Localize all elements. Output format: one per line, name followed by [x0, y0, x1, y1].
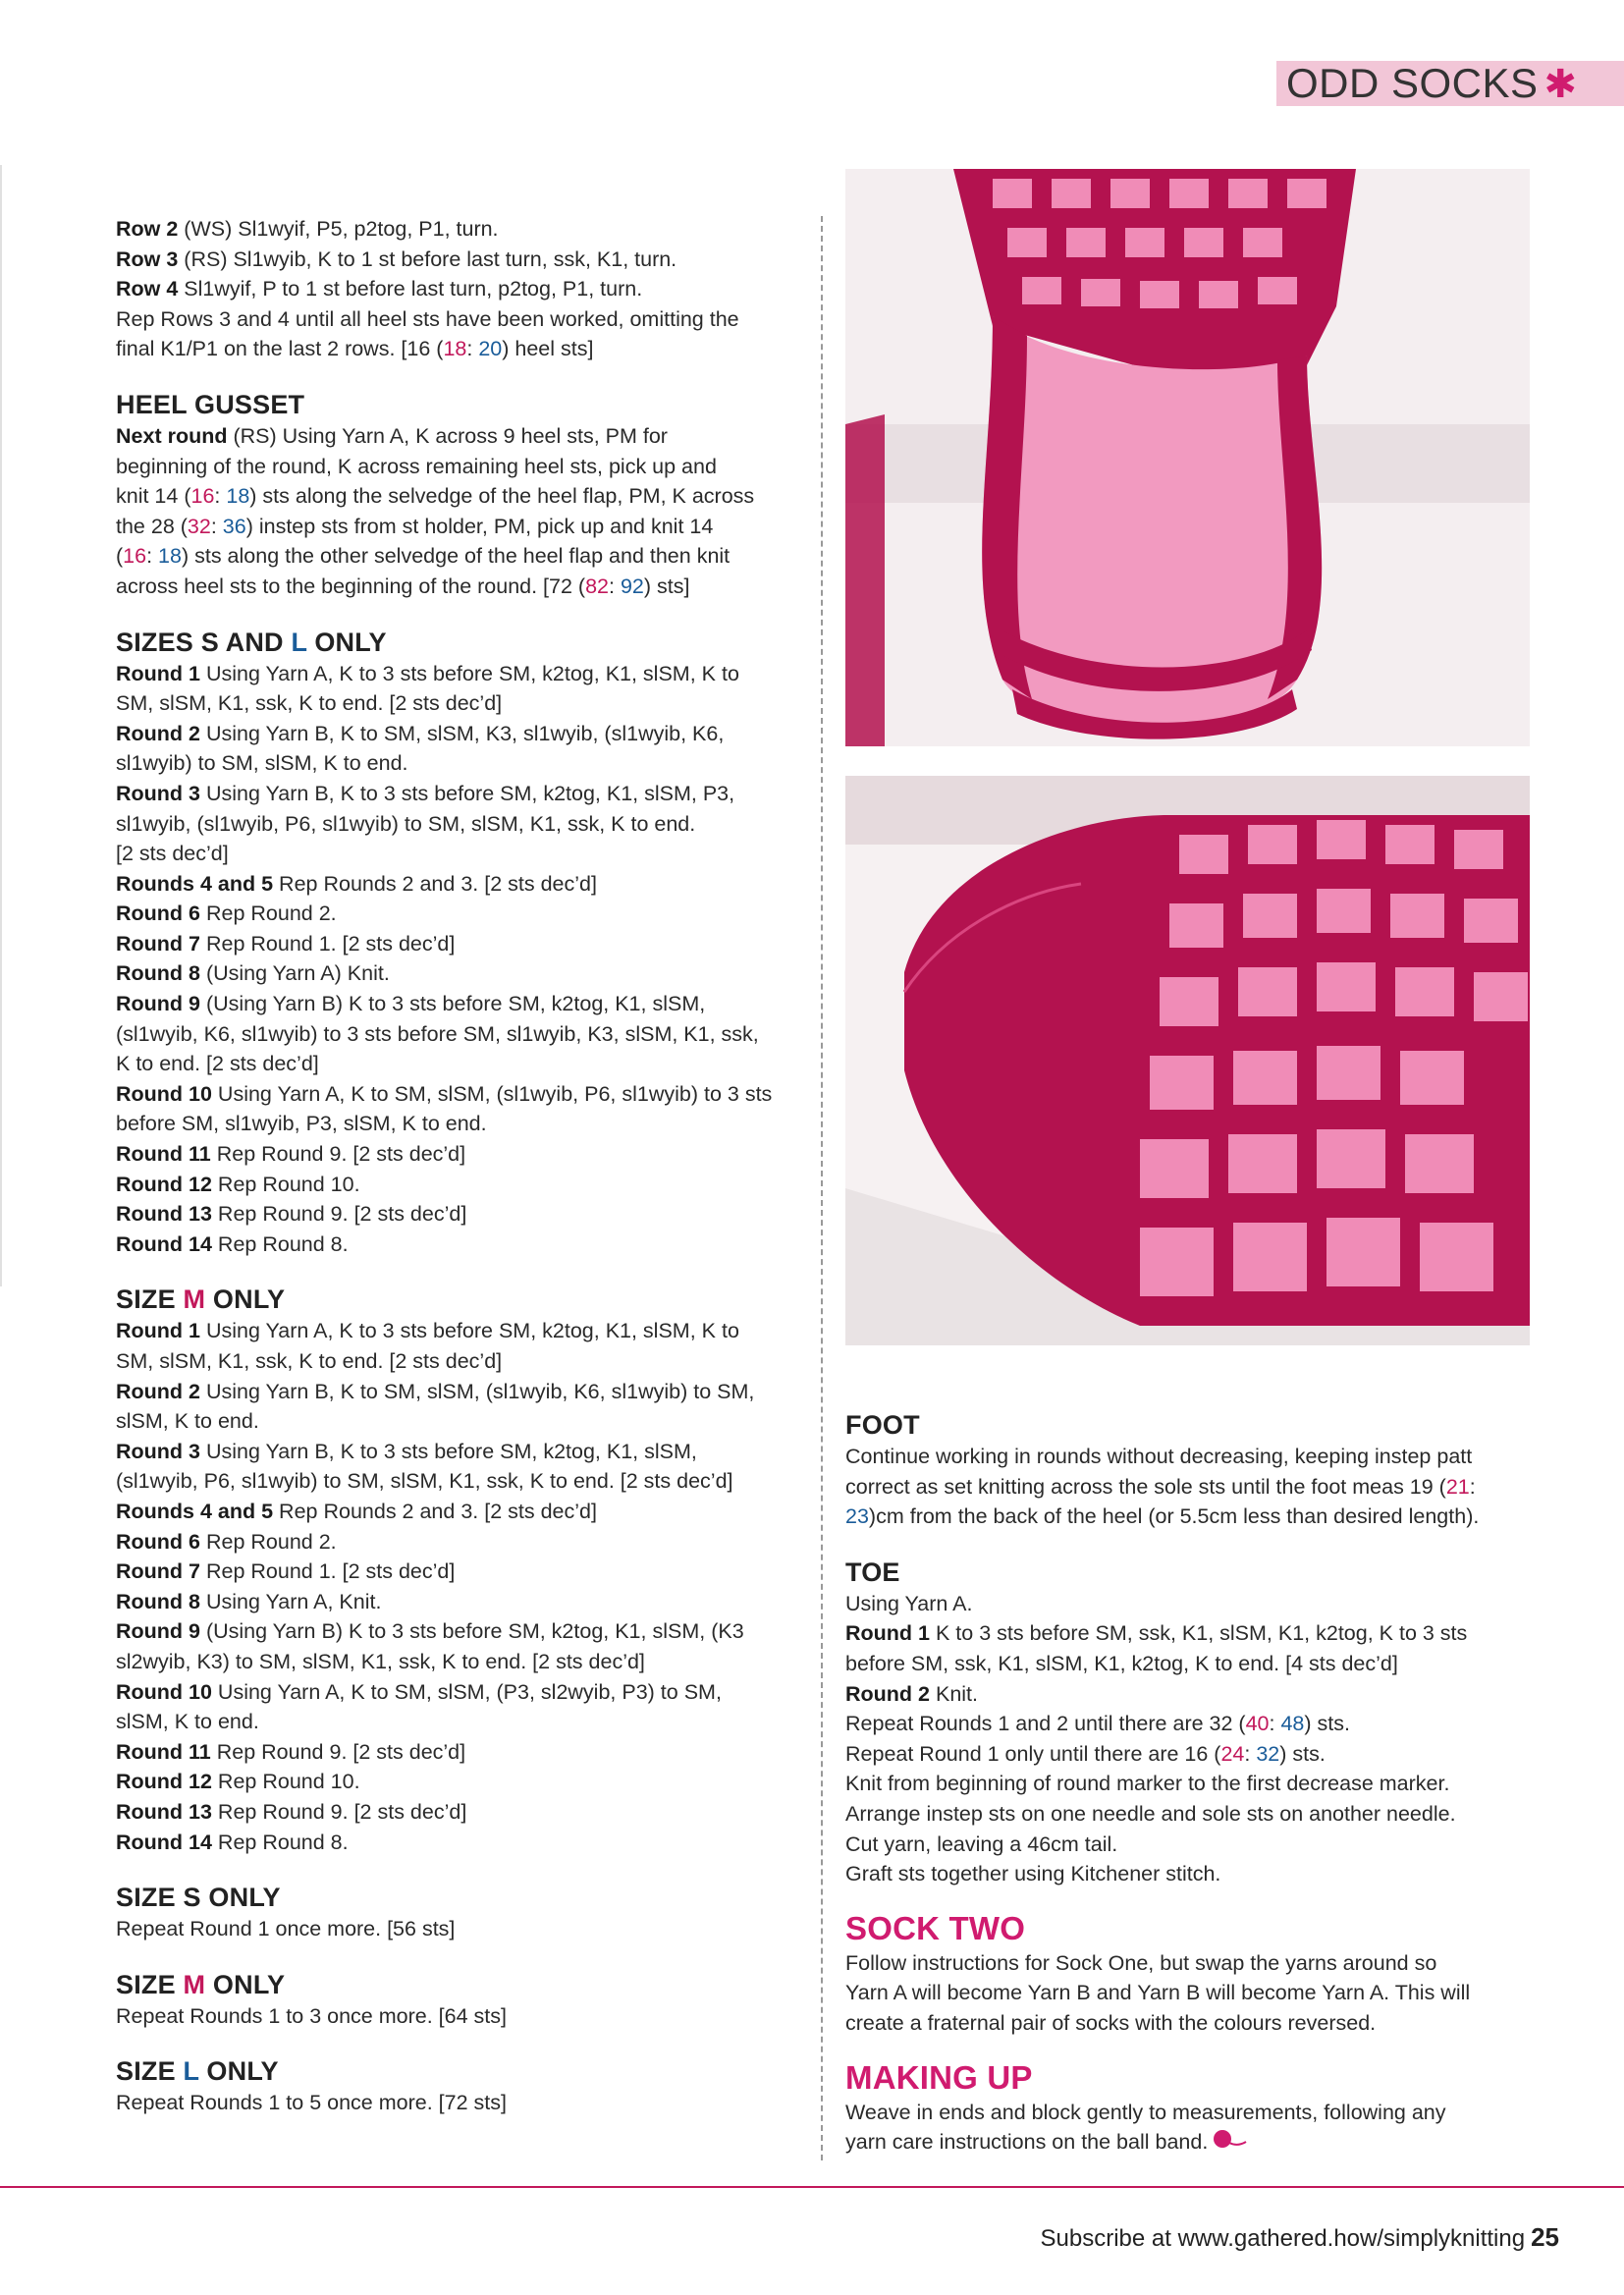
instruction-label: Rounds 4 and 5 — [116, 871, 274, 896]
instruction-label: Row 4 — [116, 277, 179, 301]
instruction-label: Round 8 — [116, 961, 200, 986]
instruction-line: Rounds 4 and 5 Rep Rounds 2 and 3. [2 sts dec’d] — [116, 1499, 597, 1523]
instruction-line: Round 1 Using Yarn A, K to 3 sts before SM, k2tog, K1, slSM, K to — [116, 1319, 739, 1343]
instruction-label: Round 2 — [845, 1681, 930, 1706]
instruction-line: create a fraternal pair of socks with the colours reversed. — [845, 2010, 1377, 2035]
instruction-label: Round 2 — [116, 1379, 200, 1403]
instruction-line: slSM, K to end. — [116, 1409, 259, 1434]
instruction-line: Repeat Round 1 only until there are 16 (24: 32) sts. — [845, 1741, 1326, 1766]
instruction-label: Round 10 — [116, 1081, 212, 1106]
instruction-label: Round 2 — [116, 721, 200, 745]
making-up-block — [845, 2098, 1533, 2158]
instruction-line: Round 10 Using Yarn A, K to SM, slSM, (sl1wyib, P6, sl1wyib) to 3 sts — [116, 1081, 773, 1106]
instruction-line: Round 11 Rep Round 9. [2 sts dec’d] — [116, 1142, 466, 1167]
instruction-line: Round 12 Rep Round 10. — [116, 1770, 360, 1794]
instruction-line: Repeat Rounds 1 and 2 until there are 32 (40: 48) sts. — [845, 1712, 1350, 1736]
instruction-line: Continue working in rounds without decreasing, keeping instep patt — [845, 1445, 1473, 1468]
instruction-line: beginning of the round, K across remaining heel sts, pick up and — [116, 454, 717, 478]
instruction-line: (sl1wyib, P6, sl1wyib) to SM, slSM, K1, ssk, K to end. [2 sts dec’d] — [116, 1469, 733, 1494]
instruction-line: knit 14 (16: 18) sts along the selvedge of the heel flap, PM, K across — [116, 484, 755, 509]
instruction-line: Round 14 Rep Round 8. — [116, 1231, 349, 1256]
instruction-label: Round 7 — [116, 1559, 200, 1584]
instruction-label: Round 8 — [116, 1589, 200, 1613]
size-m-final-heading: SIZE M ONLY — [116, 1969, 286, 1999]
size-l-text: Repeat Rounds 1 to 5 once more. [72 sts] — [116, 2091, 507, 2115]
instruction-line: Yarn A will become Yarn B and Yarn B will become Yarn A. This will — [845, 1981, 1471, 2005]
instruction-line: (16: 18) sts along the other selvedge of the heel flap and then knit — [116, 544, 731, 569]
instruction-line: sl2wyib, K3) to SM, slSM, K1, ssk, K to end. [2 sts dec’d] — [116, 1649, 645, 1673]
instruction-line: Round 9 (Using Yarn B) K to 3 sts before SM, k2tog, K1, slSM, — [116, 992, 706, 1016]
instruction-line: yarn care instructions on the ball band. — [845, 2127, 1533, 2158]
instruction-line: Cut yarn, leaving a 46cm tail. — [845, 1831, 1118, 1856]
instruction-line: before SM, ssk, K1, slSM, K1, k2tog, K to end. [4 sts dec’d] — [845, 1651, 1398, 1675]
right-column — [845, 1408, 1533, 2158]
instruction-line: Round 2 Knit. — [845, 1681, 978, 1706]
toe-block — [845, 1589, 1533, 1889]
toe-heading: TOE — [845, 1557, 900, 1587]
instruction-label: Round 10 — [116, 1679, 212, 1704]
instruction-label: Round 14 — [116, 1830, 212, 1854]
instruction-line: [2 sts dec’d] — [116, 842, 229, 866]
instruction-label: Round 7 — [116, 931, 200, 956]
instruction-line: Round 9 (Using Yarn B) K to 3 sts before SM, k2tog, K1, slSM, (K3 — [116, 1619, 744, 1644]
instruction-line: 23)cm from the back of the heel (or 5.5cm less than desired length). — [845, 1504, 1480, 1529]
instruction-line: the 28 (32: 36) instep sts from st holder, PM, pick up and knit 14 — [116, 514, 714, 538]
sizes-s-and-l-block — [116, 659, 815, 1260]
instruction-line: correct as set knitting across the sole sts until the foot meas 19 (21: — [845, 1474, 1476, 1499]
instruction-line: Knit from beginning of round marker to the first decrease marker. — [845, 1772, 1450, 1796]
instruction-line: Round 7 Rep Round 1. [2 sts dec’d] — [116, 1559, 456, 1584]
instruction-label: Next round — [116, 423, 228, 448]
instruction-line: Round 2 Using Yarn B, K to SM, slSM, K3, sl1wyib, (sl1wyib, K6, — [116, 721, 725, 745]
left-column — [116, 214, 815, 2118]
instruction-line: sl1wyib, (sl1wyib, P6, sl1wyib) to SM, slSM, K1, ssk, K to end. — [116, 811, 696, 836]
instruction-line: Round 3 Using Yarn B, K to 3 sts before SM, k2tog, K1, slSM, P3, — [116, 781, 735, 805]
instruction-line: Round 8 (Using Yarn A) Knit. — [116, 961, 390, 986]
instruction-label: Round 14 — [116, 1231, 212, 1256]
foot-block — [845, 1442, 1533, 1532]
instruction-line: Next round (RS) Using Yarn A, K across 9 heel sts, PM for — [116, 423, 668, 448]
instruction-label: Round 3 — [116, 1439, 200, 1463]
sock-heel-photo — [845, 169, 1530, 746]
instruction-line: across heel sts to the beginning of the round. [72 (82: 92) sts] — [116, 574, 690, 598]
heel-gusset-block — [116, 421, 815, 602]
yarn-ball-icon — [1212, 2128, 1247, 2158]
instruction-line: Rounds 4 and 5 Rep Rounds 2 and 3. [2 sts dec’d] — [116, 871, 597, 896]
instruction-line: Round 11 Rep Round 9. [2 sts dec’d] — [116, 1739, 466, 1764]
instruction-line: Round 3 Using Yarn B, K to 3 sts before SM, k2tog, K1, slSM, — [116, 1439, 697, 1463]
instruction-line: Round 8 Using Yarn A, Knit. — [116, 1589, 382, 1613]
size-m-heading: SIZE M ONLY — [116, 1284, 286, 1315]
instruction-line: Round 6 Rep Round 2. — [116, 902, 337, 926]
flower-icon: ✱ — [1543, 63, 1578, 106]
instruction-line: Round 1 K to 3 sts before SM, ssk, K1, slSM, K1, k2tog, K to 3 sts — [845, 1621, 1468, 1646]
footer — [1041, 2222, 1560, 2253]
header-tab — [1286, 61, 1578, 106]
instruction-label: Round 6 — [116, 1529, 200, 1554]
subscribe-link[interactable]: Subscribe at www.gathered.how/simplyknitting — [1040, 2225, 1526, 2252]
instruction-label: Round 1 — [845, 1621, 930, 1646]
instruction-line: Round 1 Using Yarn A, K to 3 sts before SM, k2tog, K1, slSM, K to — [116, 661, 739, 685]
instruction-line: Round 7 Rep Round 1. [2 sts dec’d] — [116, 931, 456, 956]
instruction-label: Row 3 — [116, 246, 179, 271]
column-divider — [821, 216, 823, 2160]
instruction-label: Round 1 — [116, 661, 200, 685]
instruction-line: SM, slSM, K1, ssk, K to end. [2 sts dec’d] — [116, 1349, 503, 1373]
instruction-label: Round 9 — [116, 992, 200, 1016]
instruction-line: SM, slSM, K1, ssk, K to end. [2 sts dec’d] — [116, 691, 503, 716]
instruction-line: Graft sts together using Kitchener stitch. — [845, 1862, 1221, 1886]
sock-two-heading: SOCK TWO — [845, 1909, 1026, 1946]
instruction-line: Round 14 Rep Round 8. — [116, 1830, 349, 1854]
instruction-line: Round 13 Rep Round 9. [2 sts dec’d] — [116, 1202, 467, 1227]
instruction-line: Round 10 Using Yarn A, K to SM, slSM, (P3, sl2wyib, P3) to SM, — [116, 1679, 722, 1704]
instruction-line: Follow instructions for Sock One, but swap the yarns around so — [845, 1950, 1437, 1975]
sock-two-block — [845, 1948, 1533, 2039]
instruction-line: Weave in ends and block gently to measurements, following any — [845, 2100, 1446, 2124]
size-m-block — [116, 1316, 815, 1857]
instruction-line: Rep Rows 3 and 4 until all heel sts have been worked, omitting the — [116, 306, 739, 331]
heel-rows-block — [116, 214, 815, 364]
page-edge-bar — [0, 165, 2, 1286]
heel-gusset-heading: HEEL GUSSET — [116, 389, 305, 419]
sock-toe-photo — [845, 776, 1530, 1345]
instruction-label: Round 12 — [116, 1172, 212, 1196]
instruction-label: Round 11 — [116, 1739, 211, 1764]
instruction-label: Round 13 — [116, 1202, 212, 1227]
size-l-heading: SIZE L ONLY — [116, 2056, 279, 2087]
instruction-line: Round 13 Rep Round 9. [2 sts dec’d] — [116, 1799, 467, 1824]
footer-rule — [0, 2186, 1624, 2188]
instruction-label: Round 6 — [116, 902, 200, 926]
instruction-label: Round 12 — [116, 1770, 212, 1794]
instruction-label: Round 11 — [116, 1142, 211, 1167]
size-m-final-text: Repeat Rounds 1 to 3 once more. [64 sts] — [116, 2003, 507, 2028]
instruction-label: Round 13 — [116, 1799, 212, 1824]
instruction-line: Round 6 Rep Round 2. — [116, 1529, 337, 1554]
instruction-line: final K1/P1 on the last 2 rows. [16 (18: 20) heel sts] — [116, 337, 594, 361]
sizes-s-and-l-heading: SIZES S AND L ONLY — [116, 627, 387, 657]
instruction-line: Row 4 Sl1wyif, P to 1 st before last turn, p2tog, P1, turn. — [116, 277, 643, 301]
instruction-line: K to end. [2 sts dec’d] — [116, 1052, 319, 1076]
foot-heading: FOOT — [845, 1410, 920, 1440]
instruction-line: slSM, K to end. — [116, 1710, 259, 1734]
instruction-line: sl1wyib) to SM, slSM, K to end. — [116, 751, 408, 776]
instruction-line: Row 2 (WS) Sl1wyif, P5, p2tog, P1, turn. — [116, 217, 499, 241]
making-up-heading: MAKING UP — [845, 2058, 1033, 2096]
page-number: 25 — [1531, 2222, 1559, 2252]
instruction-label: Round 1 — [116, 1319, 200, 1343]
instruction-line: Arrange instep sts on one needle and sole sts on another needle. — [845, 1801, 1456, 1826]
instruction-line: Round 12 Rep Round 10. — [116, 1172, 360, 1196]
instruction-label: Row 2 — [116, 217, 179, 241]
size-s-heading: SIZE S ONLY — [116, 1883, 281, 1913]
instruction-line: Using Yarn A. — [845, 1591, 973, 1615]
instruction-line: before SM, sl1wyib, P3, slSM, K to end. — [116, 1112, 487, 1136]
instruction-label: Rounds 4 and 5 — [116, 1499, 274, 1523]
section-title: ODD SOCKS — [1286, 60, 1539, 106]
instruction-line: Round 2 Using Yarn B, K to SM, slSM, (sl1wyib, K6, sl1wyib) to SM, — [116, 1379, 755, 1403]
instruction-label: Round 9 — [116, 1619, 200, 1644]
instruction-line: (sl1wyib, K6, sl1wyib) to 3 sts before SM, sl1wyib, K3, slSM, K1, ssk, — [116, 1021, 759, 1046]
instruction-label: Round 3 — [116, 781, 200, 805]
size-s-text: Repeat Round 1 once more. [56 sts] — [116, 1917, 456, 1941]
instruction-line: Row 3 (RS) Sl1wyib, K to 1 st before last turn, ssk, K1, turn. — [116, 246, 677, 271]
